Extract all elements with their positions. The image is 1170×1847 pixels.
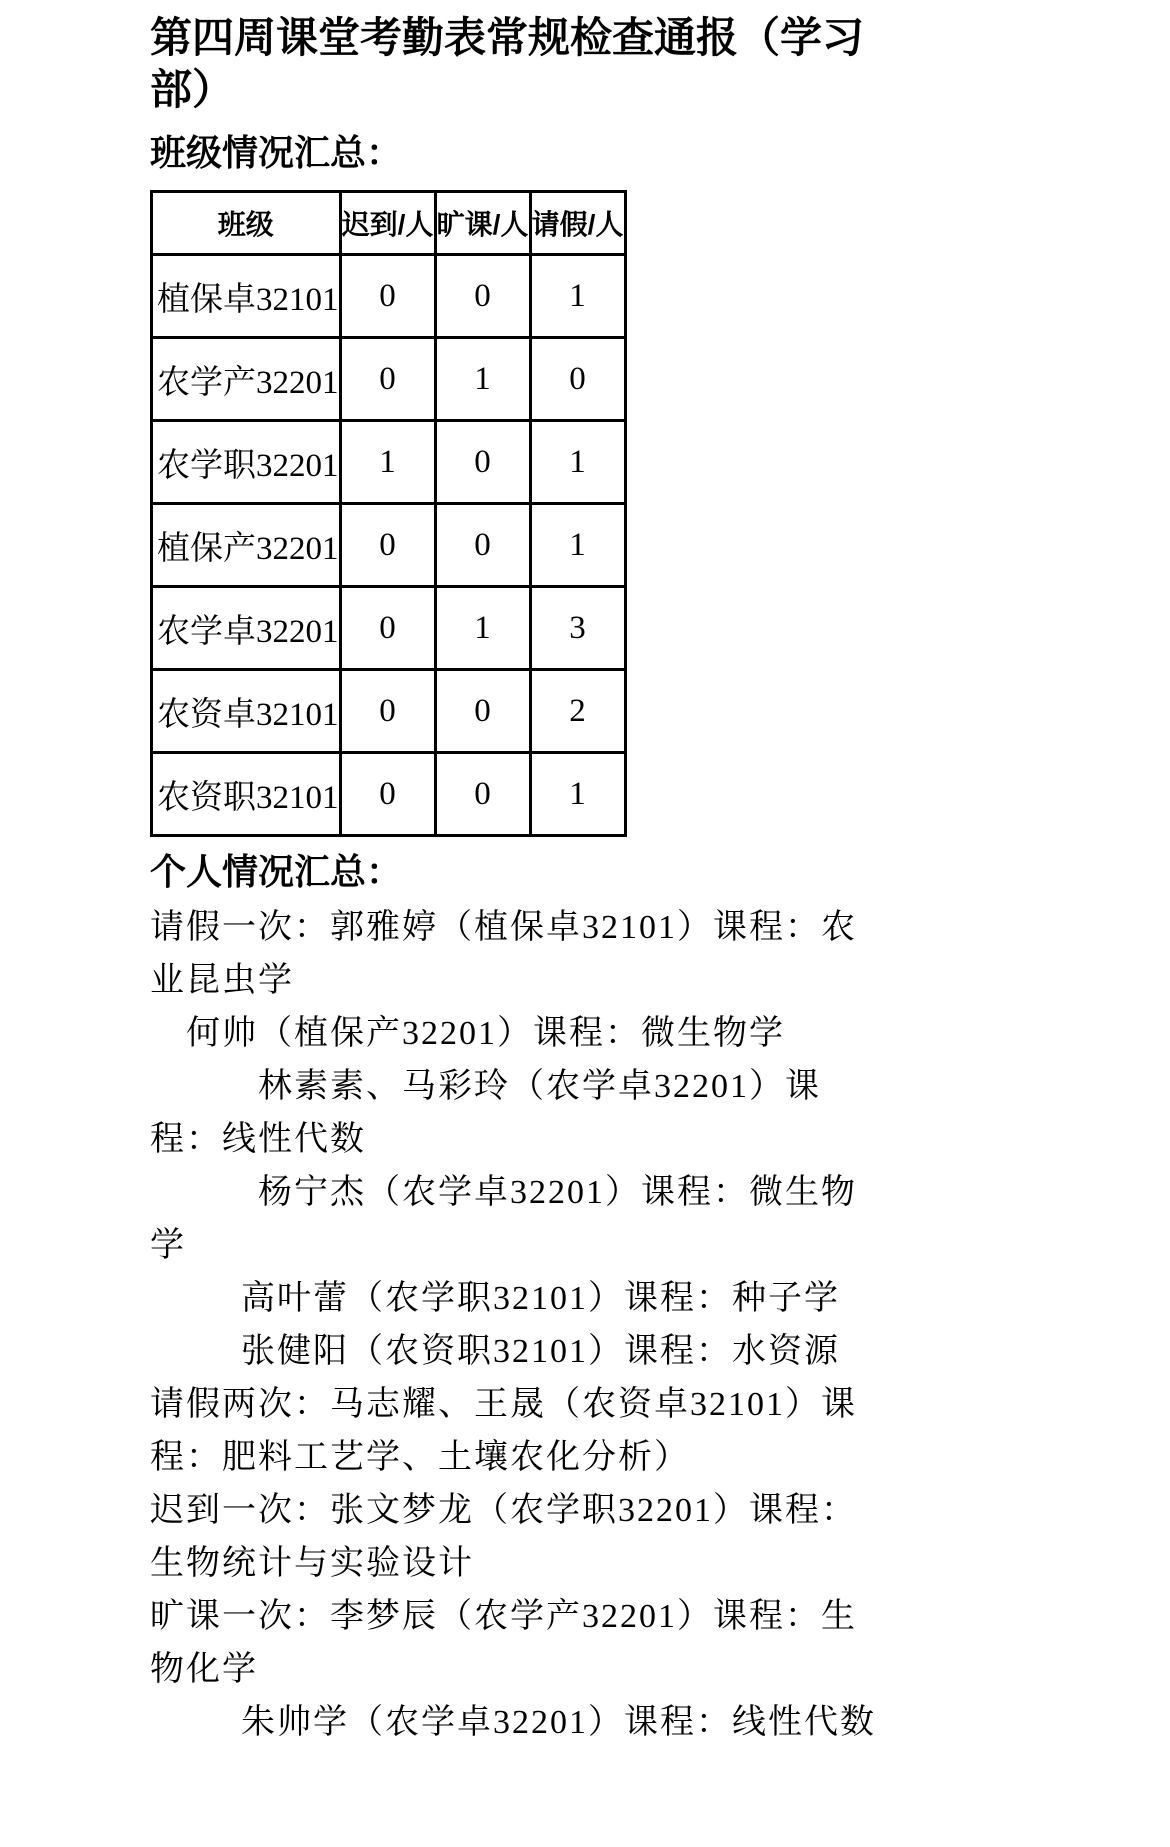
table-row [152,338,626,421]
absent-count-cell: 1 [435,338,530,421]
leave-count-cell: 1 [530,255,625,338]
class-name-cell: 植保卓32101 [152,255,341,338]
summary-line: 旷课一次：李梦辰（农学产32201）课程：生 [150,1598,857,1635]
late-count-cell: 0 [340,753,435,836]
late-count-cell: 0 [340,255,435,338]
table-row [152,255,626,338]
summary-line: 何帅（植保产32201）课程：微生物学 [150,1015,785,1052]
leave-count-cell: 2 [530,670,625,753]
absent-count-cell: 0 [435,255,530,338]
leave-count-cell: 3 [530,587,625,670]
table-row [152,670,626,753]
summary-line: 生物统计与实验设计 [150,1545,474,1582]
table-row [152,504,626,587]
class-name-cell: 农学产32201 [152,338,341,421]
late-count-cell: 0 [340,504,435,587]
class-attendance-table [150,190,627,837]
late-count-cell: 0 [340,338,435,421]
table-row [152,753,626,836]
column-header: 请假/人 [530,192,625,255]
late-count-cell: 0 [340,670,435,753]
class-name-cell: 农资职32101 [152,753,341,836]
table-row [152,421,626,504]
column-header: 旷课/人 [435,192,530,255]
late-count-cell: 1 [340,421,435,504]
summary-line: 学 [150,1227,186,1264]
summary-line: 朱帅学（农学卓32201）课程：线性代数 [150,1704,876,1741]
summary-line: 请假两次：马志耀、王晟（农资卓32101）课 [150,1386,857,1423]
column-header: 迟到/人 [340,192,435,255]
table-header-row [152,192,626,255]
summary-line: 业昆虫学 [150,962,294,999]
class-name-cell: 农学职32201 [152,421,341,504]
absent-count-cell: 0 [435,753,530,836]
leave-count-cell: 0 [530,338,625,421]
leave-count-cell: 1 [530,421,625,504]
summary-line: 高叶蕾（农学职32101）课程：种子学 [150,1280,840,1317]
individual-summary-heading: 个人情况汇总： [150,851,403,892]
leave-count-cell: 1 [530,753,625,836]
absent-count-cell: 0 [435,421,530,504]
summary-line: 程：线性代数 [150,1121,366,1158]
summary-line: 杨宁杰（农学卓32201）课程：微生物 [150,1174,857,1211]
class-name-cell: 农学卓32201 [152,587,341,670]
class-name-cell: 农资卓32101 [152,670,341,753]
summary-line: 程：肥料工艺学、土壤农化分析） [150,1439,690,1476]
leave-count-cell: 1 [530,504,625,587]
summary-line: 迟到一次：张文梦龙（农学职32201）课程： [150,1492,857,1529]
individual-summary-text [150,901,1140,1749]
absent-count-cell: 1 [435,587,530,670]
late-count-cell: 0 [340,587,435,670]
summary-line: 请假一次：郭雅婷（植保卓32101）课程：农 [150,909,857,946]
document-title: 第四周课堂考勤表常规检查通报（学习部） [150,14,865,113]
column-header: 班级 [152,192,341,255]
class-summary-heading: 班级情况汇总： [150,132,403,173]
class-name-cell: 植保产32201 [152,504,341,587]
summary-line: 林素素、马彩玲（农学卓32201）课 [150,1068,821,1105]
summary-line: 张健阳（农资职32101）课程：水资源 [150,1333,840,1370]
absent-count-cell: 0 [435,504,530,587]
summary-line: 物化学 [150,1651,258,1688]
table-row [152,587,626,670]
absent-count-cell: 0 [435,670,530,753]
